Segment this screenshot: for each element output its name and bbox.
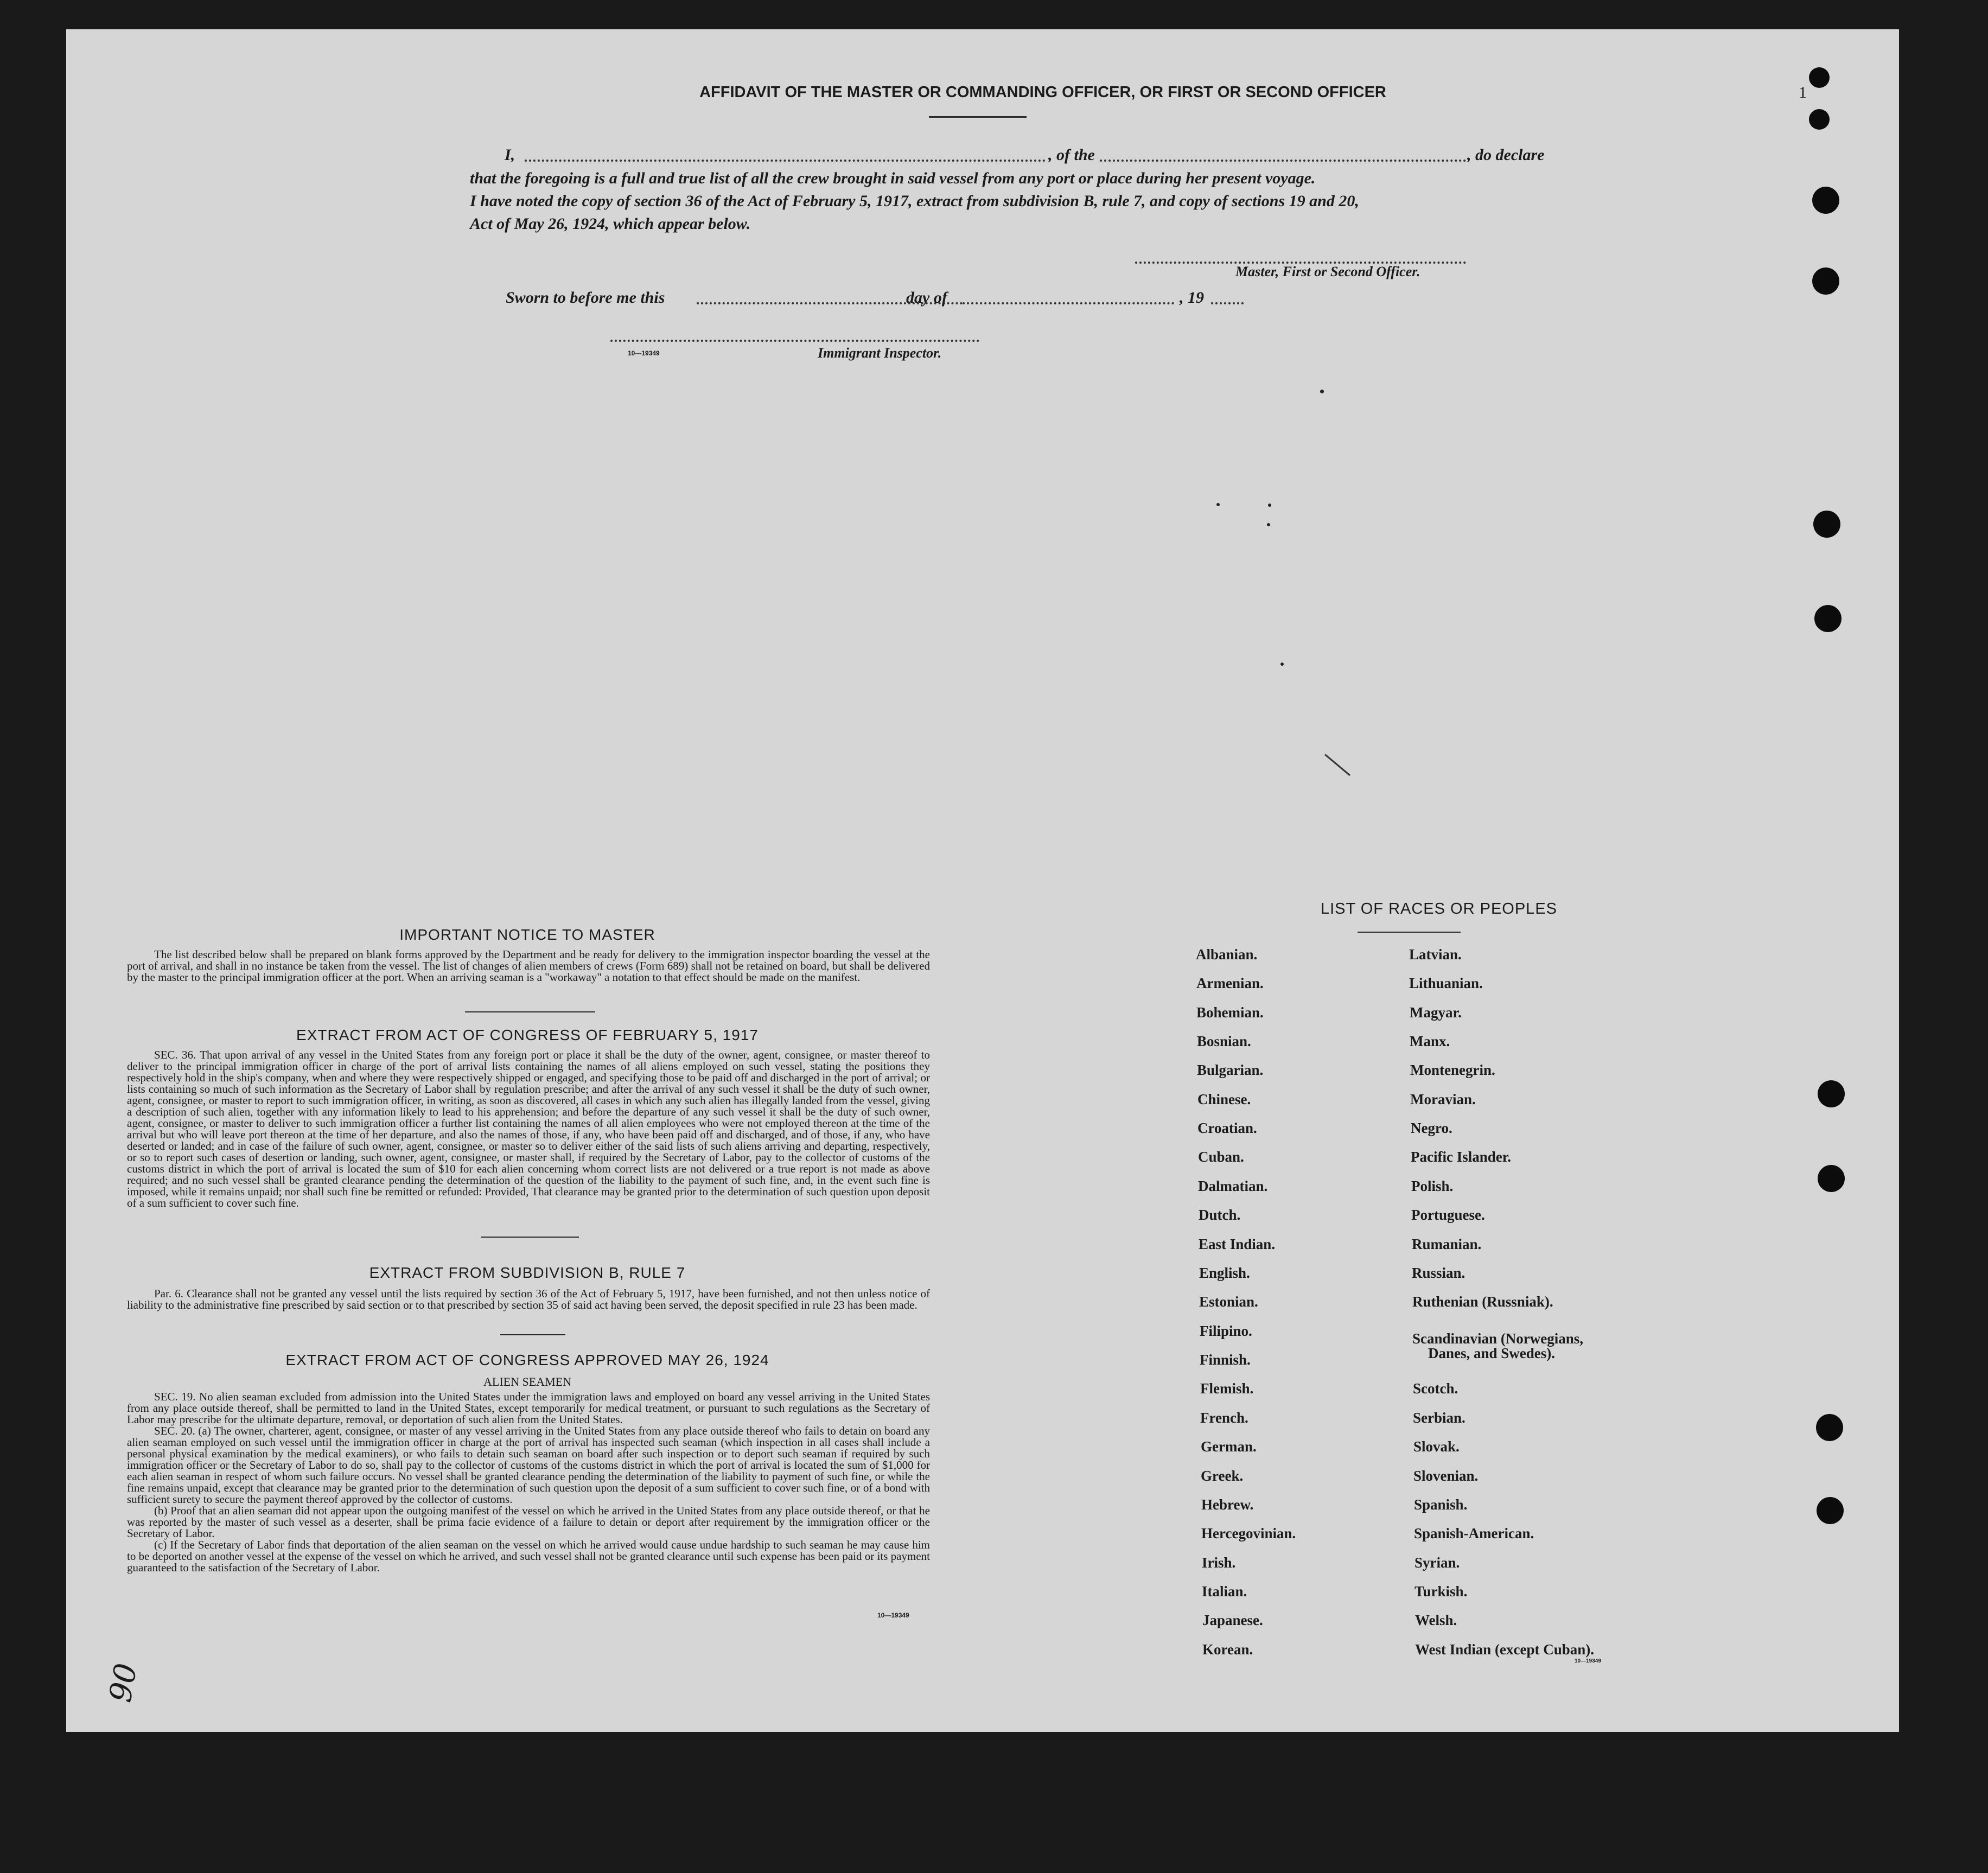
race-right-17: Serbian. — [1413, 1410, 1465, 1426]
punch-hole-icon — [1817, 1497, 1844, 1524]
inspector-label: Immigrant Inspector. — [818, 345, 942, 361]
rule7-title: EXTRACT FROM SUBDIVISION B, RULE 7 — [369, 1264, 686, 1281]
affidavit-title: AFFIDAVIT OF THE MASTER OR COMMANDING OFFICER, OR FIRST OR SECOND OFFICER — [699, 84, 1386, 101]
race-left-5: Bulgarian. — [1197, 1062, 1264, 1078]
speck-mark — [1268, 504, 1271, 507]
race-left-11: East Indian. — [1199, 1236, 1276, 1252]
punch-hole-icon — [1814, 605, 1842, 632]
race-right-23: Turkish. — [1414, 1583, 1468, 1600]
page-number-mark: 1 — [1799, 84, 1807, 101]
race-right-7: Negro. — [1411, 1120, 1452, 1136]
race-left-14: Filipino. — [1200, 1323, 1252, 1339]
race-right-18: Slovak. — [1413, 1438, 1460, 1455]
race-left-22: Irish. — [1202, 1555, 1236, 1571]
race-right-6: Moravian. — [1410, 1091, 1476, 1107]
race-right-9: Polish. — [1411, 1178, 1454, 1194]
punch-hole-icon — [1812, 187, 1839, 214]
race-left-21: Hercegovinian. — [1201, 1525, 1296, 1541]
notice-title: IMPORTANT NOTICE TO MASTER — [399, 926, 655, 943]
race-left-4: Bosnian. — [1197, 1033, 1251, 1049]
speck-mark — [1280, 662, 1284, 666]
extract-1924-title: EXTRACT FROM ACT OF CONGRESS APPROVED MAY 26, 1924 — [285, 1352, 769, 1368]
rule7-body: Par. 6. Clearance shall not be granted any vessel until the lists required by section 36 of the Act of February 5, 1917, have been furnished, and not then unless notice of liability to the administrative fine prescribed by said section or to that prescribed by section 35 of said act having been served, the deposit specified in rule 23 has been made. — [127, 1287, 930, 1311]
race-right-20: Spanish. — [1414, 1496, 1468, 1513]
extract-form-number: 10—19349 — [877, 1611, 909, 1619]
alien-seamen-subtitle: ALIEN SEAMEN — [483, 1375, 571, 1388]
extract-1917-title: EXTRACT FROM ACT OF CONGRESS OF FEBRUARY 5, 1917 — [296, 1027, 759, 1043]
race-left-15: Finnish. — [1200, 1352, 1251, 1368]
race-left-23: Italian. — [1202, 1583, 1247, 1600]
sec-20b-paragraph: (b) Proof that an alien seaman did not appear upon the outgoing manifest of the vessel on which he arrived in the United States from any place outside thereof, or that he was reported by the master of such vessel as a deserter, shall be prima facie evidence of a failure to detain or deport after requirement by the immigration officer or the Secretary of Labor. — [127, 1504, 930, 1540]
race-left-9: Dalmatian. — [1198, 1178, 1268, 1194]
punch-hole-icon — [1812, 267, 1839, 295]
race-right-12: Russian. — [1412, 1265, 1465, 1281]
title-divider — [929, 116, 1027, 118]
punch-hole-icon — [1809, 109, 1830, 130]
race-left-8: Cuban. — [1198, 1149, 1244, 1165]
race-left-17: French. — [1200, 1410, 1248, 1426]
extract-1924-body — [127, 1391, 930, 1573]
declarant-name-line — [525, 160, 1046, 162]
year-label: , 19 — [1180, 289, 1204, 307]
race-left-24: Japanese. — [1202, 1612, 1263, 1628]
races-divider — [1358, 932, 1461, 933]
affidavit-i-label: I, — [505, 146, 515, 164]
race-right-10: Portuguese. — [1411, 1207, 1485, 1223]
races-form-number: 10—19349 — [1575, 1658, 1601, 1664]
scratch-mark — [1324, 754, 1350, 776]
punch-hole-icon — [1818, 1165, 1845, 1192]
notice-divider — [465, 1011, 595, 1012]
race-left-16: Flemish. — [1200, 1380, 1254, 1397]
race-left-18: German. — [1201, 1438, 1257, 1455]
rule7-divider — [500, 1334, 565, 1335]
handwritten-corner-mark: 90 — [103, 1660, 144, 1705]
inspector-signature-line — [610, 340, 979, 342]
race-right-24: Welsh. — [1415, 1612, 1457, 1628]
race-left-13: Estonian. — [1199, 1294, 1258, 1310]
race-right-25: West Indian (except Cuban). — [1415, 1641, 1595, 1658]
race-left-7: Croatian. — [1197, 1120, 1257, 1136]
affidavit-line-2: that the foregoing is a full and true list of all the crew brought in said vessel from any port or place during her present voyage. — [470, 169, 1316, 187]
day-of-label: day of — [906, 289, 947, 307]
affidavit-line-3: I have noted the copy of section 36 of the Act of February 5, 1917, extract from subdivision B, rule 7, and copy of sections 19 and 20, — [470, 192, 1359, 210]
speck-mark — [1216, 503, 1220, 506]
race-left-19: Greek. — [1201, 1468, 1244, 1484]
race-right-22: Syrian. — [1414, 1555, 1460, 1571]
sec-20a-paragraph: SEC. 20. (a) The owner, charterer, agent, consignee, or master of any vessel arriving in the United States from any place outside thereof who fails to detain on board any alien seaman employed on such vessel until the immigration officer in charge at the port of arrival has inspected such seaman (which inspection in all cases shall include a personal physical examination by the medical examiners), or who fails to detain such seaman on board after such inspection or to deport such seaman if required by such immigration officer or the Secretary of Labor to do so, shall pay to the collector of customs of the customs district in which the port of arrival is located the sum of $1,000 for each alien seaman in respect of whom such failure occurs. No vessel shall be granted clearance pending the determination of the liability to payment of such fine, or while the fine remains unpaid, except that clearance may be granted prior to the determination of such question upon the deposit of a sum sufficient to cover such fine, or of a bond with sufficient surety to secure the payment thereof approved by the collector of customs. — [127, 1424, 930, 1506]
race-right-1: Latvian. — [1409, 946, 1462, 963]
sworn-month-line — [963, 302, 1174, 304]
race-right-8: Pacific Islander. — [1411, 1149, 1511, 1165]
speck-mark — [1320, 390, 1324, 393]
affidavit-form-number: 10—19349 — [628, 349, 660, 357]
race-left-6: Chinese. — [1197, 1091, 1251, 1107]
race-left-20: Hebrew. — [1201, 1496, 1254, 1513]
race-right-2: Lithuanian. — [1409, 975, 1483, 991]
sec-20c-paragraph: (c) If the Secretary of Labor finds that deportation of the alien seaman on the vessel on which he arrived would cause undue hardship to such seaman he may cause him to be deported on another vessel at the expense of the vessel on which he arrived, and such vessel shall not be granted clearance until such expense has been paid or its payment guaranteed to the satisfaction of the Secretary of Labor. — [127, 1538, 930, 1574]
of-the-label: , of the — [1048, 146, 1095, 164]
punch-hole-icon — [1816, 1414, 1843, 1441]
race-left-2: Armenian. — [1196, 975, 1264, 991]
race-right-3: Magyar. — [1410, 1004, 1462, 1021]
master-signature-label: Master, First or Second Officer. — [1235, 264, 1420, 279]
vessel-name-line — [1100, 160, 1466, 162]
affidavit-line-4: Act of May 26, 1924, which appear below. — [470, 215, 751, 233]
race-right-16: Scotch. — [1413, 1380, 1458, 1397]
speck-mark — [1267, 523, 1270, 526]
race-right-14: Scandinavian (Norwegians, — [1412, 1330, 1584, 1347]
race-right-4: Manx. — [1410, 1033, 1450, 1049]
sec-19-paragraph: SEC. 19. No alien seaman excluded from admission into the United States under the immigration laws and employed on board any vessel arriving in the United States from any place outside thereof, shall be permitted to land in the United States, except temporarily for medical treatment, or pursuant to such regulations as the Secretary of Labor may prescribe for the ultimate departure, removal, or deportation of such alien from the United States. — [127, 1390, 930, 1426]
race-right-15: Danes, and Swedes). — [1428, 1345, 1556, 1361]
race-right-5: Montenegrin. — [1410, 1062, 1495, 1078]
race-right-13: Ruthenian (Russniak). — [1412, 1294, 1553, 1310]
extract-1917-divider — [481, 1237, 579, 1238]
race-left-3: Bohemian. — [1196, 1004, 1264, 1021]
punch-hole-icon — [1818, 1080, 1845, 1107]
year-line — [1211, 302, 1244, 304]
race-left-10: Dutch. — [1199, 1207, 1241, 1223]
race-right-19: Slovenian. — [1413, 1468, 1479, 1484]
punch-hole-icon — [1813, 511, 1840, 538]
do-declare-label: , do declare — [1467, 146, 1545, 164]
extract-1917-body: SEC. 36. That upon arrival of any vessel in the United States from any foreign port or place it shall be the duty of the owner, agent, consignee, or master thereof to deliver to the principal immigration officer in charge of the port of arrival lists containing the names of all aliens employed on such vessel, stating the positions they respectively hold in the ship's company, when and where they were respectively shipped or engaged, and specifying those to be paid off and discharged in the port of arrival; or lists containing so much of such information as the Secretary of Labor shall by regulation prescribe; and after the arrival of any such vessel it shall be the duty of such owner, agent, consignee, or master to report to such immigration officer, in writing, as soon as discovered, all cases in which any such alien has illegally landed from the vessel, giving a description of such alien, together with any information likely to lead to his apprehension; and before the departure of any such vessel it shall be the duty of such owner, agent, consignee, or master to deliver to such immigration officer a further list containing the names of all alien employees who were not employed thereon at the time of the arrival but who will leave port thereon at the time of her departure, and also the names of those, if any, who have been paid off and discharged, and of those, if any, who have deserted or landed; and in case of the failure of such owner, agent, consignee, or master so to deliver either of the said lists of such aliens arriving and departing, respectively, or so to report such cases of desertion or landing, such owner, agent, consignee, or master shall, if required by the Secretary of Labor, pay to the collector of customs of the customs district in which the port of arrival is located the sum of $10 for each alien concerning whom correct lists are not delivered or a true report is not made as above required; and no such vessel shall be granted clearance pending the determination of the question of the liability to the payment of such fine, and, in the event such fine is imposed, while it remains unpaid; nor shall such fine be remitted or refunded: Provided, That clearance may be granted prior to the determination of such question upon deposit of a sum sufficient to cover such fine. — [127, 1048, 930, 1209]
race-right-21: Spanish-American. — [1414, 1525, 1534, 1541]
document-page — [66, 29, 1899, 1732]
punch-hole-icon — [1809, 67, 1830, 88]
race-right-11: Rumanian. — [1412, 1236, 1482, 1252]
race-left-12: English. — [1199, 1265, 1250, 1281]
notice-body: The list described below shall be prepared on blank forms approved by the Department and be ready for delivery to the immigration inspector boarding the vessel at the port of arrival, and shall in no instance be taken from the vessel. The list of changes of alien members of crews (Form 689) shall not be retained on board, but shall be delivered by the master to the principal immigration officer at the port. When an arriving seaman is a "workaway" a notation to that effect should be made on the manifest. — [127, 948, 930, 984]
race-left-1: Albanian. — [1196, 946, 1258, 963]
sworn-label: Sworn to before me this — [506, 289, 665, 307]
race-left-25: Korean. — [1202, 1641, 1253, 1658]
races-title: LIST OF RACES OR PEOPLES — [1320, 900, 1558, 918]
